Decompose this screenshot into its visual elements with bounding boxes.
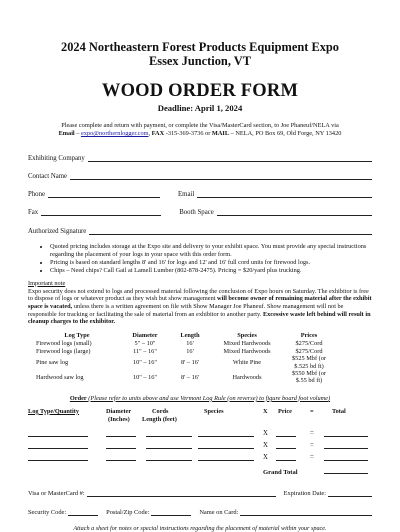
card-number-field[interactable] <box>87 490 276 497</box>
name-on-card-field[interactable] <box>240 509 372 516</box>
email-field[interactable] <box>197 190 372 198</box>
form-title: WOOD ORDER FORM <box>101 81 299 101</box>
table-row <box>34 340 334 347</box>
exhibiting-company-row <box>28 150 372 162</box>
exhibiting-company-label: Exhibiting Company <box>28 155 85 162</box>
table-cell: 5" – 10" <box>134 340 156 348</box>
email-label: Email <box>58 130 75 137</box>
security-code-field[interactable] <box>68 509 98 516</box>
order-heading-bold: board foot volume <box>282 394 328 402</box>
fax-number: -315-369-3736 or <box>165 130 211 137</box>
table-cell: Firewood logs (large) <box>36 347 91 355</box>
total-field[interactable] <box>324 430 368 437</box>
table-cell: 8' – 16' <box>180 358 199 366</box>
price-table-header <box>34 332 334 341</box>
table-cell: Hardwoods <box>232 373 262 381</box>
intro-line: Please complete and return with payment, or complete the Visa/MasterCard section, to Joe Phaneuf/NELA via <box>61 122 339 129</box>
x-mark: X <box>263 429 268 437</box>
length-field[interactable] <box>146 454 192 461</box>
security-row <box>28 505 372 516</box>
price-field[interactable] <box>276 442 296 449</box>
card-row <box>28 486 372 497</box>
note-item: • Pricing is based on standard lengths 8' and 16' for logs and 12' and 16' full cord units for firewood logs. <box>50 259 372 267</box>
column-header: Log Type <box>64 331 90 339</box>
table-cell: 10" – 16" <box>132 373 158 381</box>
exhibiting-company-field[interactable] <box>88 154 372 162</box>
length-field[interactable] <box>146 430 192 437</box>
total-field[interactable] <box>324 442 368 449</box>
col-log-type: Log Type/Quantity <box>28 407 80 415</box>
table-row <box>34 355 334 370</box>
price-field[interactable] <box>276 454 296 461</box>
price-field[interactable] <box>276 430 296 437</box>
log-type-field[interactable] <box>28 454 88 461</box>
intro-text: Please complete and return with payment, or complete the Visa/MasterCard section, to Joe Phaneuf/NELA via Email – expo@northernlogger.com, FAX -315-369-3736 or MAIL – NELA, PO Box 69, Old Forge, NY 13420 <box>58 122 342 137</box>
expo-location: Essex Junction, VT <box>148 54 252 68</box>
table-cell: 8' – 16' <box>180 373 199 381</box>
fax-label: FAX <box>151 130 165 137</box>
card-number-label: Visa or MasterCard #: <box>28 489 85 497</box>
col-eq: = <box>310 407 314 415</box>
diameter-field[interactable] <box>106 430 136 437</box>
mail-address: – NELA, PO Box 69, Old Forge, NY 13420 <box>230 130 342 137</box>
phone-field[interactable] <box>48 190 160 198</box>
species-field[interactable] <box>198 442 254 449</box>
note-item: • Chips – Need chips? Call Gail at Lamell Lumber (802-878-2475). Pricing = $20/yard plus trucking. <box>50 267 372 275</box>
order-heading-note: (Please refer to units above and use Vermont Log Rule (on reverse) to figure <box>86 394 283 402</box>
signature-field[interactable] <box>89 227 372 235</box>
order-row <box>28 428 372 440</box>
important-bold-2: Excessive waste left behind will result in cleanup charges to the exhibitor. <box>28 310 371 326</box>
table-cell: $275/Cord <box>295 347 323 355</box>
booth-space-field[interactable] <box>217 208 372 216</box>
table-cell: White Pine <box>232 358 262 366</box>
footer-note: Attach a sheet for notes or special instructions regarding the placement of material within your space. <box>73 524 327 532</box>
order-row <box>28 440 372 452</box>
col-species: Species <box>204 407 224 415</box>
table-cell: 11" – 16" <box>133 347 157 355</box>
table-cell: Mixed Hardwoods <box>223 340 271 348</box>
species-field[interactable] <box>198 454 254 461</box>
phone-email-row <box>28 186 372 198</box>
email-field-label: Email <box>178 191 195 198</box>
log-type-field[interactable] <box>28 430 88 437</box>
col-total: Total <box>332 407 346 415</box>
col-diameter: Diameter <box>106 407 132 415</box>
table-cell: Pine saw log <box>36 358 69 366</box>
signature-label: Authorized Signature <box>28 228 87 235</box>
important-bold-1: will become owner of remaining material after the exhibit space is vacated, <box>28 295 372 310</box>
table-row <box>34 348 334 355</box>
notes-list <box>28 243 372 275</box>
table-cell: Hardwood saw log <box>36 373 84 381</box>
grand-total-row <box>28 464 372 476</box>
col-price: Price <box>278 407 292 415</box>
table-row <box>34 370 334 385</box>
species-field[interactable] <box>198 430 254 437</box>
table-cell: Firewood logs (small) <box>36 340 92 348</box>
phone-label: Phone <box>28 191 45 198</box>
name-on-card-label: Name on Card: <box>199 508 239 516</box>
length-field[interactable] <box>146 442 192 449</box>
table-cell: $275/Cord <box>295 340 323 348</box>
table-cell: 16' <box>186 347 194 355</box>
diameter-field[interactable] <box>106 454 136 461</box>
grand-total-field[interactable] <box>324 473 368 474</box>
diameter-field[interactable] <box>106 442 136 449</box>
eq-mark: = <box>310 441 314 449</box>
mail-label: MAIL <box>211 130 230 137</box>
col-cords: Cords <box>152 407 169 415</box>
table-cell: $550 Mbf (or $.55 bd ft) <box>292 370 326 385</box>
fax-field[interactable] <box>41 208 161 216</box>
security-code-label: Security Code: <box>28 508 67 516</box>
contact-name-field[interactable] <box>70 172 372 180</box>
contact-name-label: Contact Name <box>28 173 68 180</box>
table-cell: Mixed Hardwoods <box>223 347 271 355</box>
column-header: Prices <box>300 331 318 339</box>
contact-name-row <box>28 168 372 180</box>
log-type-field[interactable] <box>28 442 88 449</box>
table-cell: 16' <box>186 340 194 348</box>
eq-mark: = <box>310 453 314 461</box>
column-header: Length <box>180 331 200 339</box>
col-x: X <box>263 407 268 415</box>
column-header: Species <box>237 331 257 339</box>
total-field[interactable] <box>324 454 368 461</box>
expiration-field[interactable] <box>328 490 372 497</box>
zip-code-label: Postal/Zip Code: <box>106 508 150 516</box>
zip-code-field[interactable] <box>151 509 191 516</box>
table-cell: $525 Mbf (or $.525 bd ft) <box>292 355 326 370</box>
expo-title: 2024 Northeastern Forest Products Equipment Expo <box>61 40 339 54</box>
x-mark: X <box>263 441 268 449</box>
order-heading <box>28 395 372 403</box>
fax-field-label: Fax <box>28 209 39 216</box>
booth-space-label: Booth Space <box>179 209 214 216</box>
table-cell: 10" – 16" <box>132 358 158 366</box>
order-columns <box>28 408 372 428</box>
signature-row <box>28 223 372 235</box>
deadline: Deadline: April 1, 2024 <box>157 103 243 113</box>
order-heading-label: Order <box>69 394 87 402</box>
price-table <box>34 332 334 385</box>
grand-total-label: Grand Total <box>263 468 298 476</box>
eq-mark: = <box>310 429 314 437</box>
col-diameter-unit: (Inches) <box>108 415 130 423</box>
note-item: • Quoted pricing includes storage at the Expo site and delivery to your exhibit space. You must provide any special instructions regarding the placement of your logs in your space with this order form. <box>50 243 372 258</box>
important-note-title: Important note <box>28 279 66 287</box>
x-mark: X <box>263 453 268 461</box>
important-text-1: Expo security does not extend to logs and processed material following the conclusion of Expo hours on Saturday. The exhibitor is free to dispose of logs or whatever product as they wish but show management <box>28 287 369 303</box>
column-header: Diameter <box>132 331 158 339</box>
order-row <box>28 452 372 464</box>
col-length: Length (feet) <box>142 415 177 423</box>
fax-booth-row <box>28 204 372 216</box>
order-heading-end: ) <box>327 394 331 402</box>
email-link[interactable]: expo@northernlogger.com <box>80 130 149 137</box>
important-text-2: unless there is a written agreement on file with Show Manager Joe Phaneuf. Show management will not be responsible for tracking or facilitating the sale of material from an exhibitor to another party. <box>28 303 344 318</box>
expiration-label: Expiration Date: <box>283 489 326 497</box>
important-note-text <box>28 288 372 326</box>
